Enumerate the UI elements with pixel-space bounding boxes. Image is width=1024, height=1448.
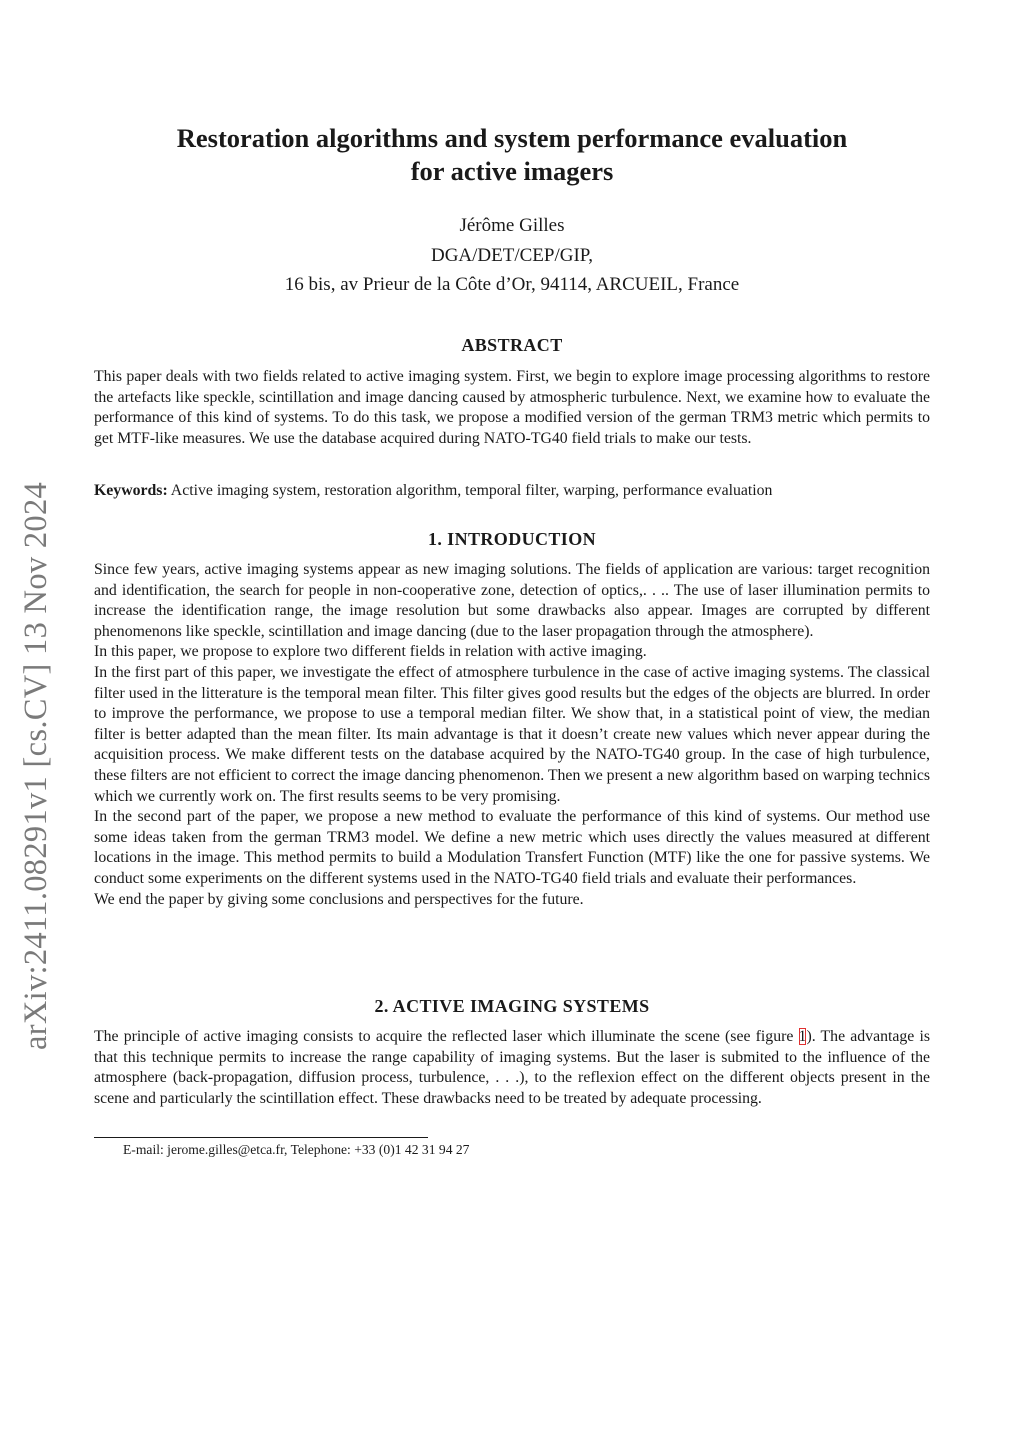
section-1-body [94,560,930,910]
keywords-text: Active imaging system, restoration algorithm, temporal filter, warping, performance evaluation [170,482,773,499]
abstract-heading: ABSTRACT [461,335,563,355]
title-line-2: for active imagers [410,156,614,186]
intro-paragraph-3: In the first part of this paper, we investigate the effect of atmosphere turbulence in the case of active imaging systems. The classical filter used in the litterature is the temporal mean filter. This filter gives good results but the edges of the objects are blurred. In order to improve the performance, we propose to use a temporal median filter. We show that, in a statistical point of view, the median filter is better adapted than the mean filter. Its main advantage is that it doesn’t create new values which never appear during the acquisition process. We make different tests on the database acquired by the NATO-TG40 group. In the case of high turbulence, these filters are not efficient to correct the image dancing phenomenon. Then we present a new algorithm based on warping technics which we currently work on. The first results seems to be very promising. [94,663,930,805]
keywords-line [94,481,930,502]
intro-paragraph-4: In the second part of the paper, we propose a new method to evaluate the performance of this kind of systems. Our method use some ideas taken from the german TRM3 model. We define a new metric which uses directly the values measured at different locations in the image. This method permits to build a Modulation Transfert Function (MTF) like the one for passive systems. We conduct some experiments on the different systems used in the NATO-TG40 field trials and evaluate their performances. [94,808,930,887]
arxiv-identifier: arXiv:2411.08291v1 [cs.CV] 13 Nov 2024 [18,481,54,1050]
author-name: Jérôme Gilles [459,215,565,236]
intro-paragraph-2: In this paper, we propose to explore two different fields in relation with active imaging. [94,643,647,661]
author-affiliation [94,241,930,299]
section-2-paragraph [94,1027,930,1109]
intro-paragraph-5: We end the paper by giving some conclusions and perspectives for the future. [94,890,584,908]
figure-1-link[interactable]: 1 [798,1028,807,1045]
footnote-divider [94,1137,428,1138]
section-2-body [94,1027,930,1109]
keywords-label: Keywords: [94,482,168,499]
affiliation-line-2: 16 bis, av Prieur de la Côte d’Or, 94114, ARCUEIL, France [284,274,740,295]
paper-title [94,122,930,188]
section-2-text-start: The principle of active imaging consists to acquire the reflected laser which illuminate the scene (see figure [94,1028,799,1045]
abstract-text [94,367,930,449]
footnote-contact: E-mail: jerome.gilles@etca.fr, Telephone: +33 (0)1 42 31 94 27 [123,1142,470,1157]
affiliation-line-1: DGA/DET/CEP/GIP, [430,245,594,266]
intro-paragraph-1: Since few years, active imaging systems appear as new imaging solutions. The fields of application are various: target recognition and identification, the search for people in non-cooperative zone, detection of optics,. . .. The use of laser illumination permits to increase the identification range, the image resolution but some drawbacks also appear. Images are corrupted by different phenomenons like speckle, scintillation and image dancing (due to the laser propagation through the atmosphere). [94,561,930,640]
abstract-paragraph: This paper deals with two fields related to active imaging system. First, we begin to explore image processing algorithms to restore the artefacts like speckle, scintillation and image dancing caused by atmospheric turbulence. Next, we examine how to evaluate the performance of this kind of systems. To do this task, we propose a modified version of the german TRM3 metric which permits to get MTF-like measures. We use the database acquired during NATO-TG40 field trials to make our tests. [94,368,930,447]
keywords [94,481,930,502]
title-line-1: Restoration algorithms and system performance evaluation [176,123,848,153]
section-1-heading: 1. INTRODUCTION [427,529,597,549]
section-2-text-end: ). The advantage is that this technique permits to increase the range capability of imaging systems. But the laser is submited to the influence of the atmosphere (back-propagation, diffusion process, turbulence, . . .), to the reflexion effect on the different objects present in the scene and particularly the scintillation effect. These drawbacks need to be treated by adequate processing. [94,1028,930,1107]
section-2-heading: 2. ACTIVE IMAGING SYSTEMS [374,996,650,1016]
